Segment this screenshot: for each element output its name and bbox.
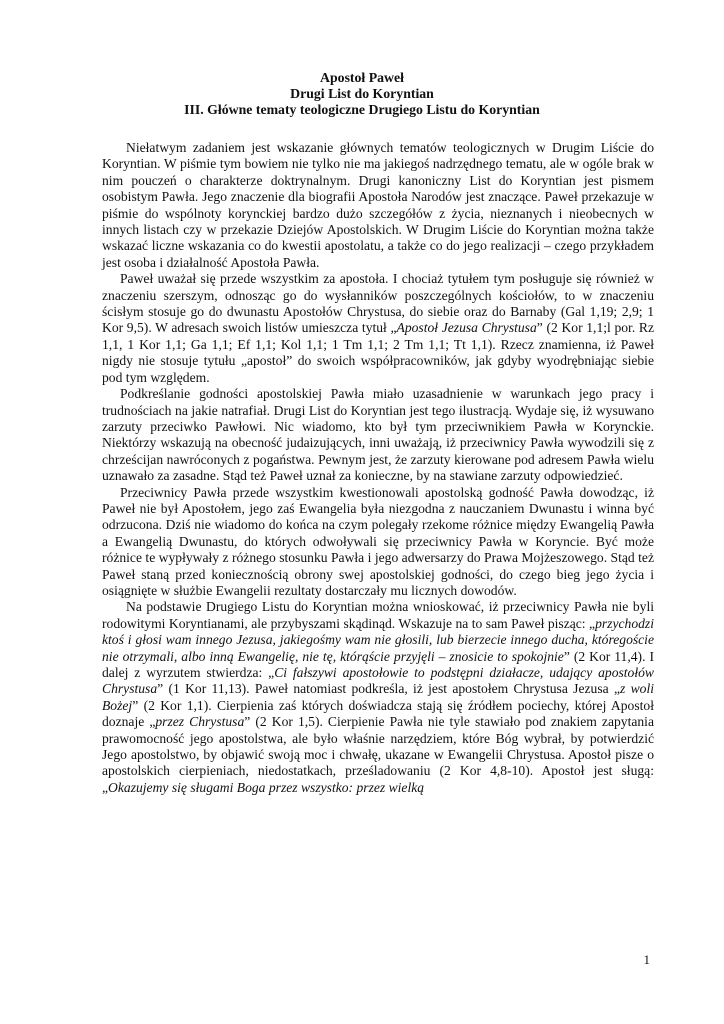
paragraph bbox=[102, 386, 654, 484]
paragraph bbox=[102, 140, 654, 271]
paragraph-text: Przeciwnicy Pawła przede wszystkim kwestionowali apostolską godność Pawła dowodząc, iż Paweł nie był Apostołem, jego zaś Ewangelia była niezgodna z nauczaniem Dwunastu i winna być odrzucona. Dziś nie wiadomo do końca na czym polegały rzekome różnice między Ewangelią Pawła a Ewangelią Dwunastu, do których odwoływali się przeciwnicy Pawła w Koryncie. Być może różnice te wypływały z różnego stosunku Pawła i jego adwersarzy do Prawa Mojżeszowego. Stąd też Paweł staną przed koniecznością obrony swej apostolskiej godności, do czego bieg jego życia i osiągnięte w służbie Ewangelii rezultaty dostarczały mu licznych dowodów. bbox=[102, 484, 654, 598]
document-header bbox=[0, 70, 724, 118]
quotation-text: przychodzi ktoś i głosi wam innego Jezusa, jakiegośmy wam nie głosili, lub bierzecie innego ducha, któregoście nie otrzymali, albo inną Ewangelię, nie tę, którąście przyjęli – znosicie to spokojnie bbox=[102, 615, 654, 664]
quotation-text: Apostoł Jezusa Chrystusa bbox=[396, 320, 537, 336]
paragraph-text: ” (2 Kor 1,1;l por. Rz 1,1, 1 Kor 1,1; Ga 1,1; Ef 1,1; Kol 1,1; 1 Tm 1,1; 2 Tm 1,1; Tt 1,1). Rzecz znamienna, iż Paweł nigdy nie stosuje tytułu „apostoł” do swoich współpracowników, jak gdyby wyodrębniając siebie pod tym względem. bbox=[102, 320, 654, 385]
paragraph-text: Na podstawie Drugiego Listu do Koryntian można wnioskować, iż przeciwnicy Pawła nie byli rodowitymi Koryntianami, ale przybyszami skądinąd. Wskazuje na to sam Paweł pisząc: „ bbox=[102, 599, 654, 631]
paragraph-text: ” (1 Kor 11,13). Paweł natomiast podkreśla, iż jest apostołem Chrystusa Jezusa „ bbox=[157, 681, 620, 697]
quotation-text: z woli Bożej bbox=[102, 681, 655, 713]
paragraph-text: ” (2 Kor 1,5). Cierpienie Pawła nie tyle stawiało pod znakiem zapytania prawomocność jego apostolstwa, ale było właśnie narzędziem, które Bóg wybrał, by potwierdzić Jego apostolstwo, by objawić swoją moc i chwałę, ukazane w Ewangelii Chrystusa. Apostoł pisze o apostolskich cierpieniach, niedostatkach, prześladowaniu (2 Kor 4,8-10). Apostoł jest sługą: „ bbox=[102, 714, 654, 795]
paragraph-text: ” (2 Kor 11,4). I dalej z wyrzutem stwierdza: „ bbox=[102, 648, 654, 680]
author-title: Apostoł Paweł bbox=[320, 70, 404, 85]
paragraph-text: ” (2 Kor 1,1). Cierpienia zaś których doświadcza stają się źródłem pociechy, której Apostoł doznaje „ bbox=[102, 697, 654, 730]
paragraph bbox=[102, 485, 654, 600]
paragraph bbox=[102, 599, 654, 796]
body-text bbox=[102, 140, 654, 796]
quotation-text: Okazujemy się sługami Boga przez wszystko: przez wielką bbox=[108, 779, 425, 795]
paragraph-text: Podkreślanie godności apostolskiej Pawła miało uzasadnienie w warunkach jego pracy i trudnościach na jakie natrafiał. Drugi List do Koryntian jest tego ilustracją. Wydaje się, iż wysuwano zarzuty przeciwko Pawłowi. Nic wiadomo, kto był tym przeciwnikiem Pawła w Korynckie. Niektórzy wskazują na obecność judaizujących, inni uważają, iż przeciwnicy Pawła wywodzili się z chrześcijan nawróconych z pogaństwa. Pewnym jest, że zarzuty kierowane pod adresem Pawła wielu uznawało za zasadne. Stąd też Paweł uznał za konieczne, by na stawiane zarzuty odpowiedzieć. bbox=[102, 386, 654, 484]
page-number: 1 bbox=[643, 952, 650, 967]
quotation-text: przez Chrystusa bbox=[155, 714, 245, 730]
quotation-text: Ci fałszywi apostołowie to podstępni działacze, udający apostołów Chrystusa bbox=[102, 665, 654, 697]
book-title: Drugi List do Koryntian bbox=[290, 86, 434, 101]
paragraph-text: Niełatwym zadaniem jest wskazanie głównych tematów teologicznych w Drugim Liście do Koryntian. W piśmie tym bowiem nie tylko nie ma jakiegoś nadrzędnego tematu, ale w ogóle brak w nim pouczeń o charakterze doktrynalnym. Drugi kanoniczny List do Koryntian jest pismem osobistym Pawła. Jego znaczenie dla biografii Apostoła Narodów jest znaczące. Paweł przekazuje w piśmie do wspólnoty korynckiej bardzo dużo szczegółów z życia, nieznanych i nieobecnych w innych listach czy w przekazie Dziejów Apostolskich. W Drugim Liście do Koryntian można także wskazać liczne wskazania co do kwestii apostolatu, a także co do jego realizacji – czego przykładem jest osoba i działalność Apostoła Pawła. bbox=[102, 140, 654, 270]
paragraph bbox=[102, 271, 654, 386]
section-title: III. Główne tematy teologiczne Drugiego Listu do Koryntian bbox=[184, 102, 540, 117]
paragraph-text: Paweł uważał się przede wszystkim za apostoła. I chociaż tytułem tym posługuje się również w znaczeniu szerszym, odnosząc go do wysłanników poszczególnych kościołów, to w znaczeniu ścisłym stosuje go do dwunastu Apostołów Chrystusa, do siebie oraz do Barnaby (Gal 1,19; 2,9; 1 Kor 9,5). W adresach swoich listów umieszcza tytuł „ bbox=[102, 271, 654, 336]
